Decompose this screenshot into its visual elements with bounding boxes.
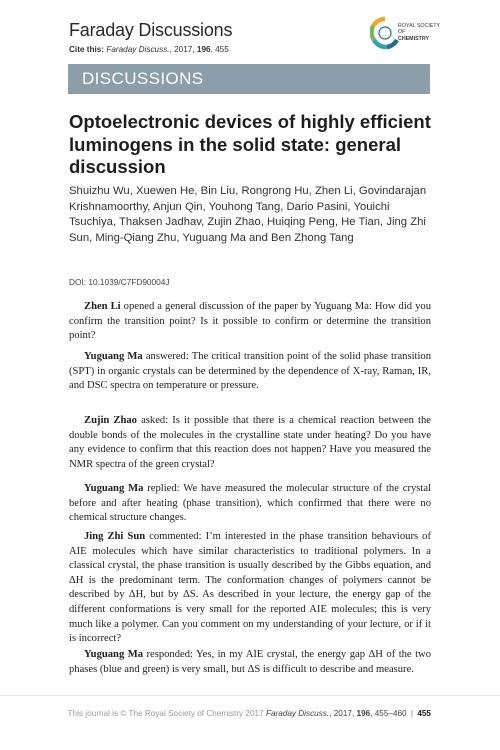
speaker-name: Yuguang Ma: [84, 351, 143, 362]
page-number: 455: [417, 709, 431, 718]
discussion-paragraph: [69, 648, 431, 677]
cite-page: , 455: [210, 45, 229, 54]
section-banner: [68, 64, 430, 94]
page-footer: [0, 709, 431, 718]
journal-title: Faraday Discussions: [69, 20, 233, 40]
discussion-paragraph: [69, 300, 431, 344]
rsc-emblem-icon: [370, 16, 400, 50]
discussion-paragraph: [69, 530, 431, 647]
speaker-name: Yuguang Ma: [84, 483, 144, 494]
speaker-name: Zujin Zhao: [84, 415, 137, 426]
speaker-name: Yuguang Ma: [84, 649, 144, 660]
article-title: Optoelectronic devices of highly efficient luminogens in the solid state: general discussion: [69, 111, 431, 177]
discussion-paragraph: [69, 482, 431, 526]
discussion-paragraph: [69, 350, 431, 394]
paragraph-text: answered: The critical transition point of the solid phase transition (SPT) in organic crystals can be determined by the dependence of X-ray, Raman, IR, and DSC spectra on temperature or pressure.: [69, 351, 432, 392]
paragraph-text: asked: Is it possible that there is a chemical reaction between the double bonds of the molecules in the crystalline state under heating? Do you have any evidence to confirm that this reaction does not happen? Have you measured the NMR spectra of the green crystal?: [69, 415, 431, 470]
footer-journal: Faraday Discuss.: [265, 709, 330, 718]
section-label: DISCUSSIONS: [82, 69, 204, 88]
author-list: Shuizhu Wu, Xuewen He, Bin Liu, Rongrong Hu, Zhen Li, Govindarajan Krishnamoorthy, Anjun Qin, Youhong Tang, Dario Pasini, Youichi Tsuchiya, Thaksen Jadhav, Zujin Zhao, Huiqing Peng, He Tian, Jing Zhi Sun, Ming-Qiang Zhu, Yuguang Ma and Ben Zhong Tang: [69, 185, 427, 244]
footer-copyright: This journal is © The Royal Society of Chemistry 2017: [67, 709, 264, 718]
footer-separator: |: [410, 709, 414, 718]
cite-label: Cite this:: [69, 45, 105, 54]
footer-volume: 196: [356, 709, 371, 718]
paragraph-text: opened a general discussion of the paper by Yuguang Ma: How did you confirm the transition point? Is it possible to confirm or determine the transition point?: [69, 301, 431, 342]
footer-year: , 2017,: [329, 709, 357, 718]
paragraph-text: replied: We have measured the molecular structure of the crystal before and after heating (phase transition), which confirmed that there were no chemical structure changes.: [69, 483, 432, 524]
cite-year: , 2017,: [169, 45, 197, 54]
paragraph-text: commented: I’m interested in the phase transition behaviours of AIE molecules which have similar characteristics to traditional polymers. In a classical crystal, the phase transition is usually described by the Gibbs equation, and ΔH is the predominant term. The conformation changes of polymers cannot be described by ΔH, but by ΔS. As described in your lecture, the energy gap of the different conformations is very small for the reported AIE molecules; this is very much like a polymer. Can you comment on my understanding of your lecture, or if it is incorrect?: [69, 531, 431, 645]
discussion-paragraph: [69, 414, 431, 472]
speaker-name: Zhen Li: [84, 301, 121, 312]
cite-volume: 196: [196, 45, 211, 54]
footer-divider: [0, 695, 500, 696]
rsc-logo: [370, 10, 441, 56]
footer-pages: , 455–460: [370, 709, 407, 718]
doi-link[interactable]: DOI: 10.1039/C7FD90004J: [69, 277, 170, 287]
paragraph-text: responded: Yes, in my AIE crystal, the energy gap ΔH of the two phases (blue and green) is very small, but ΔS is difficult to describe and measure.: [69, 649, 431, 675]
rsc-logo-text: ROYAL SOCIETY OF CHEMISTRY: [398, 23, 441, 42]
citation-line: [69, 45, 229, 54]
speaker-name: Jing Zhi Sun: [84, 531, 146, 542]
cite-journal: Faraday Discuss.: [106, 45, 170, 54]
